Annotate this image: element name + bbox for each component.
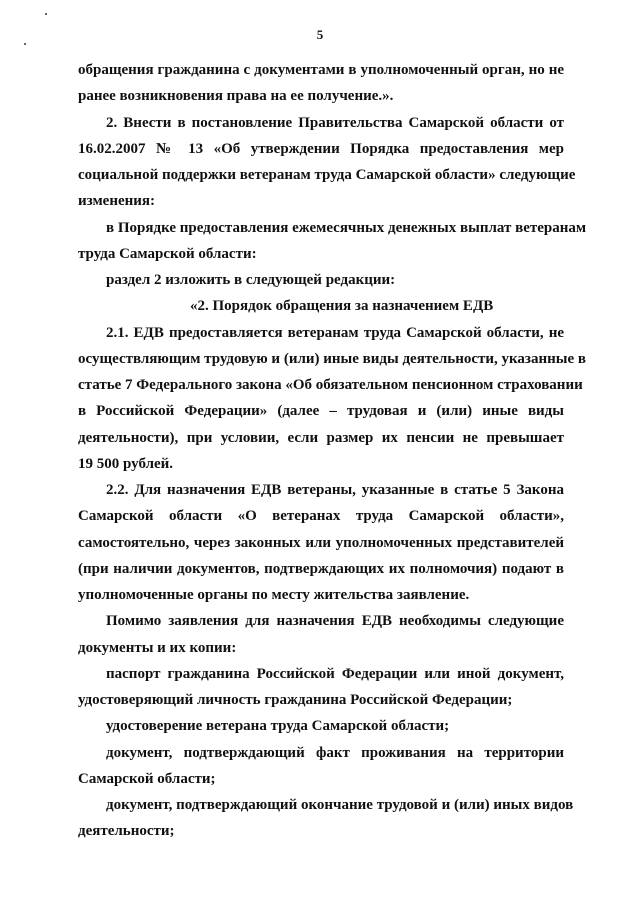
text-line: 2.1. ЕДВ предоставляется ветеранам труда Самарской области, не [106, 325, 564, 341]
text-line: осуществляющим трудовую и (или) иные виды деятельности, указанные в [78, 351, 586, 367]
text-line: документ, подтверждающий окончание трудовой и (или) иных видов [106, 797, 574, 813]
scan-speck [45, 13, 47, 15]
text-line: ранее возникновения права на ее получение.». [78, 88, 394, 104]
text-line: изменения: [78, 193, 156, 209]
text-line: Самарской области; [78, 771, 216, 787]
text-line: самостоятельно, через законных или уполномоченных представителей [78, 535, 564, 551]
text-line: Самарской области «О ветеранах труда Самарской области», [78, 508, 564, 524]
text-line: обращения гражданина с документами в уполномоченный орган, но не [78, 62, 564, 78]
text-line: (при наличии документов, подтверждающих их полномочия) подают в [78, 561, 564, 577]
text-line: деятельности), при условии, если размер их пенсии не превышает [78, 430, 564, 446]
text-line: документ, подтверждающий факт проживания на территории [106, 745, 564, 761]
text-line: документы и их копии: [78, 640, 237, 656]
text-line: 19 500 рублей. [78, 456, 174, 472]
text-line: труда Самарской области: [78, 246, 257, 262]
text-line: 2. Внести в постановление Правительства Самарской области от [106, 115, 564, 131]
text-line: социальной поддержки ветеранам труда Самарской области» следующие [78, 167, 576, 183]
section-heading: «2. Порядок обращения за назначением ЕДВ [190, 298, 494, 314]
text-line: удостоверение ветерана труда Самарской области; [106, 718, 450, 734]
page-number: 5 [316, 27, 324, 42]
text-line: 2.2. Для назначения ЕДВ ветераны, указанные в статье 5 Закона [106, 482, 564, 498]
text-line: Помимо заявления для назначения ЕДВ необходимы следующие [106, 613, 564, 629]
text-line: статье 7 Федерального закона «Об обязательном пенсионном страховании [78, 377, 583, 393]
text-line: паспорт гражданина Российской Федерации или иной документ, [106, 666, 564, 682]
text-line: в Российской Федерации» (далее – трудовая и (или) иные виды [78, 403, 564, 419]
text-line: в Порядке предоставления ежемесячных денежных выплат ветеранам [106, 220, 587, 236]
text-line: уполномоченные органы по месту жительства заявление. [78, 587, 470, 603]
text-line: раздел 2 изложить в следующей редакции: [106, 272, 396, 288]
text-line: деятельности; [78, 823, 175, 839]
text-line: 16.02.2007 № 13 «Об утверждении Порядка предоставления мер [78, 141, 564, 157]
scan-speck [24, 43, 26, 45]
text-line: удостоверяющий личность гражданина Российской Федерации; [78, 692, 513, 708]
